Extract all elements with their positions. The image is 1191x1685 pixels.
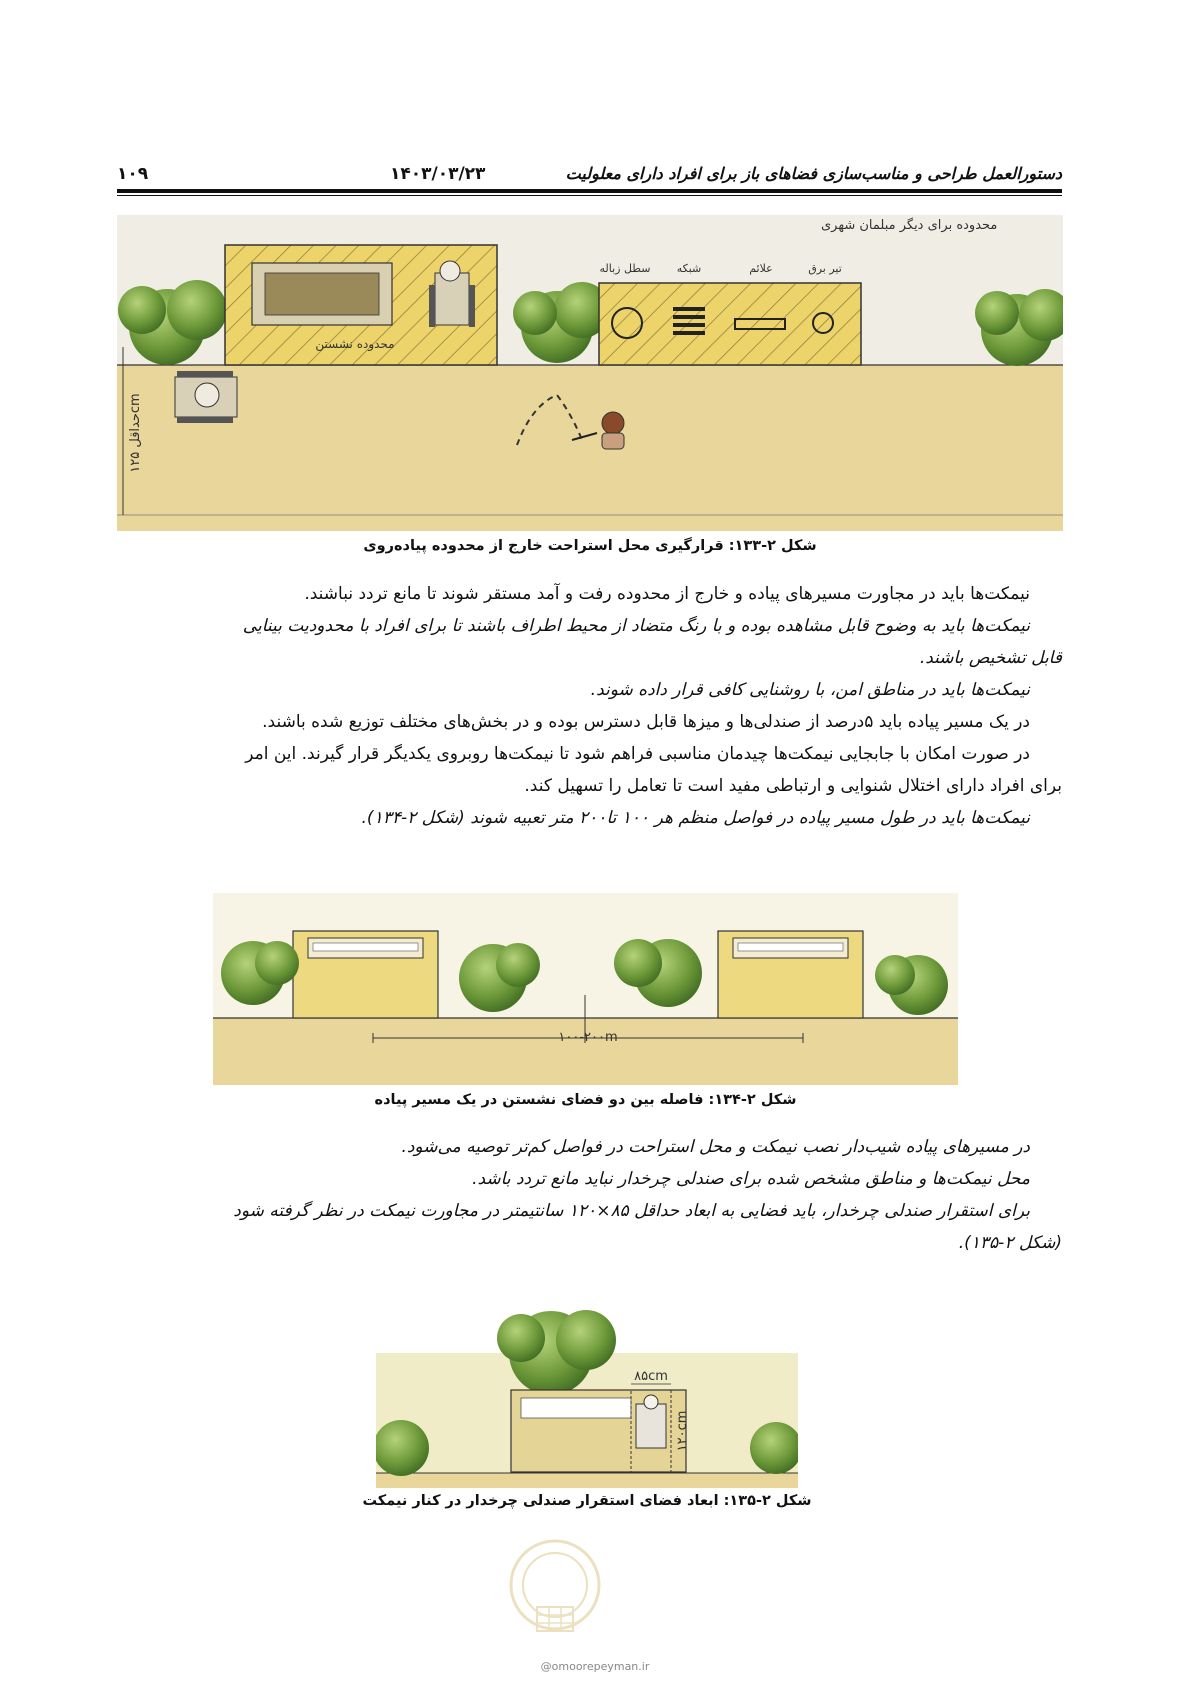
text-block-1 (117, 578, 1062, 834)
paragraph: نیمکت‌ها باید به وضوح قابل مشاهده بوده و با رنگ متضاد از محیط اطراف باشند تا برای افراد با محدودیت بینایی (242, 616, 1030, 636)
paragraph: برای استقرار صندلی چرخدار، باید فضایی به ابعاد حداقل ۸۵×۱۲۰ سانتیمتر در مجاورت نیمکت در نظر گرفته شود (233, 1201, 1030, 1221)
width-label: ۸۵cm (634, 1369, 668, 1384)
paragraph: نیمکت‌ها باید در مجاورت مسیرهای پیاده و خارج از محدوده رفت و آمد مستقر شوند تا مانع تردد نباشند. (304, 584, 1030, 604)
figure-135-caption: شکل ۲-۱۳۵: ابعاد فضای استقرار صندلی چرخدار در کنار نیمکت (362, 1493, 812, 1509)
text-block-2 (117, 1131, 1062, 1259)
paragraph: (شکل ۲-۱۳۵). (958, 1233, 1062, 1253)
page-number: ۱۰۹ (117, 164, 149, 184)
label-grate: شبکه (676, 262, 702, 275)
seating-block (293, 931, 438, 1018)
pedestrian-icon (602, 412, 624, 449)
seating-zone-label: محدوده نشستن (315, 337, 395, 351)
header-title: دستورالعمل طراحی و مناسب‌سازی فضاهای باز برای افراد دارای معلولیت (565, 164, 1062, 183)
figure-133 (117, 215, 1063, 531)
figure-135 (376, 1298, 798, 1488)
paragraph: در یک مسیر پیاده باید ۵درصد از صندلی‌ها و میزها قابل دسترس بوده و در بخش‌های مختلف توزیع شده باشند. (262, 712, 1030, 732)
seating-block (718, 931, 863, 1018)
figure-134 (213, 893, 958, 1085)
min-width-label: حداقل ۱۲۵cm (128, 393, 143, 473)
figure-134-caption: شکل ۲-۱۳۴: فاصله بین دو فضای نشستن در یک مسیر پیاده (374, 1092, 797, 1108)
figure-133-caption: شکل ۲-۱۳۳: قرارگیری محل استراحت خارج از محدوده پیاده‌روی (363, 538, 817, 554)
paragraph: محل نیمکت‌ها و مناطق مشخص شده برای صندلی چرخدار نباید مانع تردد باشد. (472, 1169, 1030, 1189)
label-power-pole: تیر برق (808, 262, 842, 275)
paragraph: نیمکت‌ها باید در طول مسیر پیاده در فواصل منظم هر ۱۰۰ تا۲۰۰ متر تعبیه شوند (شکل ۲-۱۳۴). (361, 808, 1030, 828)
paragraph: نیمکت‌ها باید در مناطق امن، با روشنایی کافی قرار داده شوند. (590, 680, 1030, 700)
depth-label: ۱۲۰cm (675, 1410, 690, 1452)
paragraph: برای افراد دارای اختلال شنوایی و ارتباطی مفید است تا تعامل را تسهیل کند. (524, 776, 1062, 796)
label-trash-bin: سطل زباله (599, 262, 651, 275)
furniture-zone (599, 283, 861, 365)
label-signs: علائم (749, 262, 773, 275)
header-date: ۱۴۰۳/۰۳/۲۳ (390, 164, 486, 184)
wheelchair-user-icon (175, 371, 237, 423)
paragraph: قابل تشخیص باشند. (919, 648, 1062, 668)
zone-label: محدوده برای دیگر مبلمان شهری (821, 218, 998, 233)
header-rule-thin (117, 195, 1062, 196)
watermark-seal (505, 1535, 605, 1655)
watermark-text: @omoorepeyman.ir (540, 1660, 650, 1673)
header-rule (117, 189, 1062, 193)
paragraph: در صورت امکان با جابجایی نیمکت‌ها چیدمان مناسبی فراهم شود تا نیمکت‌ها روبروی یکدیگر قرار گیرند. این امر (245, 744, 1030, 764)
distance-label: ۱۰۰-۲۰۰m (558, 1030, 618, 1045)
paragraph: در مسیرهای پیاده شیب‌دار نصب نیمکت و محل استراحت در فواصل کم‌تر توصیه می‌شود. (401, 1137, 1030, 1157)
page-header (117, 160, 1062, 196)
